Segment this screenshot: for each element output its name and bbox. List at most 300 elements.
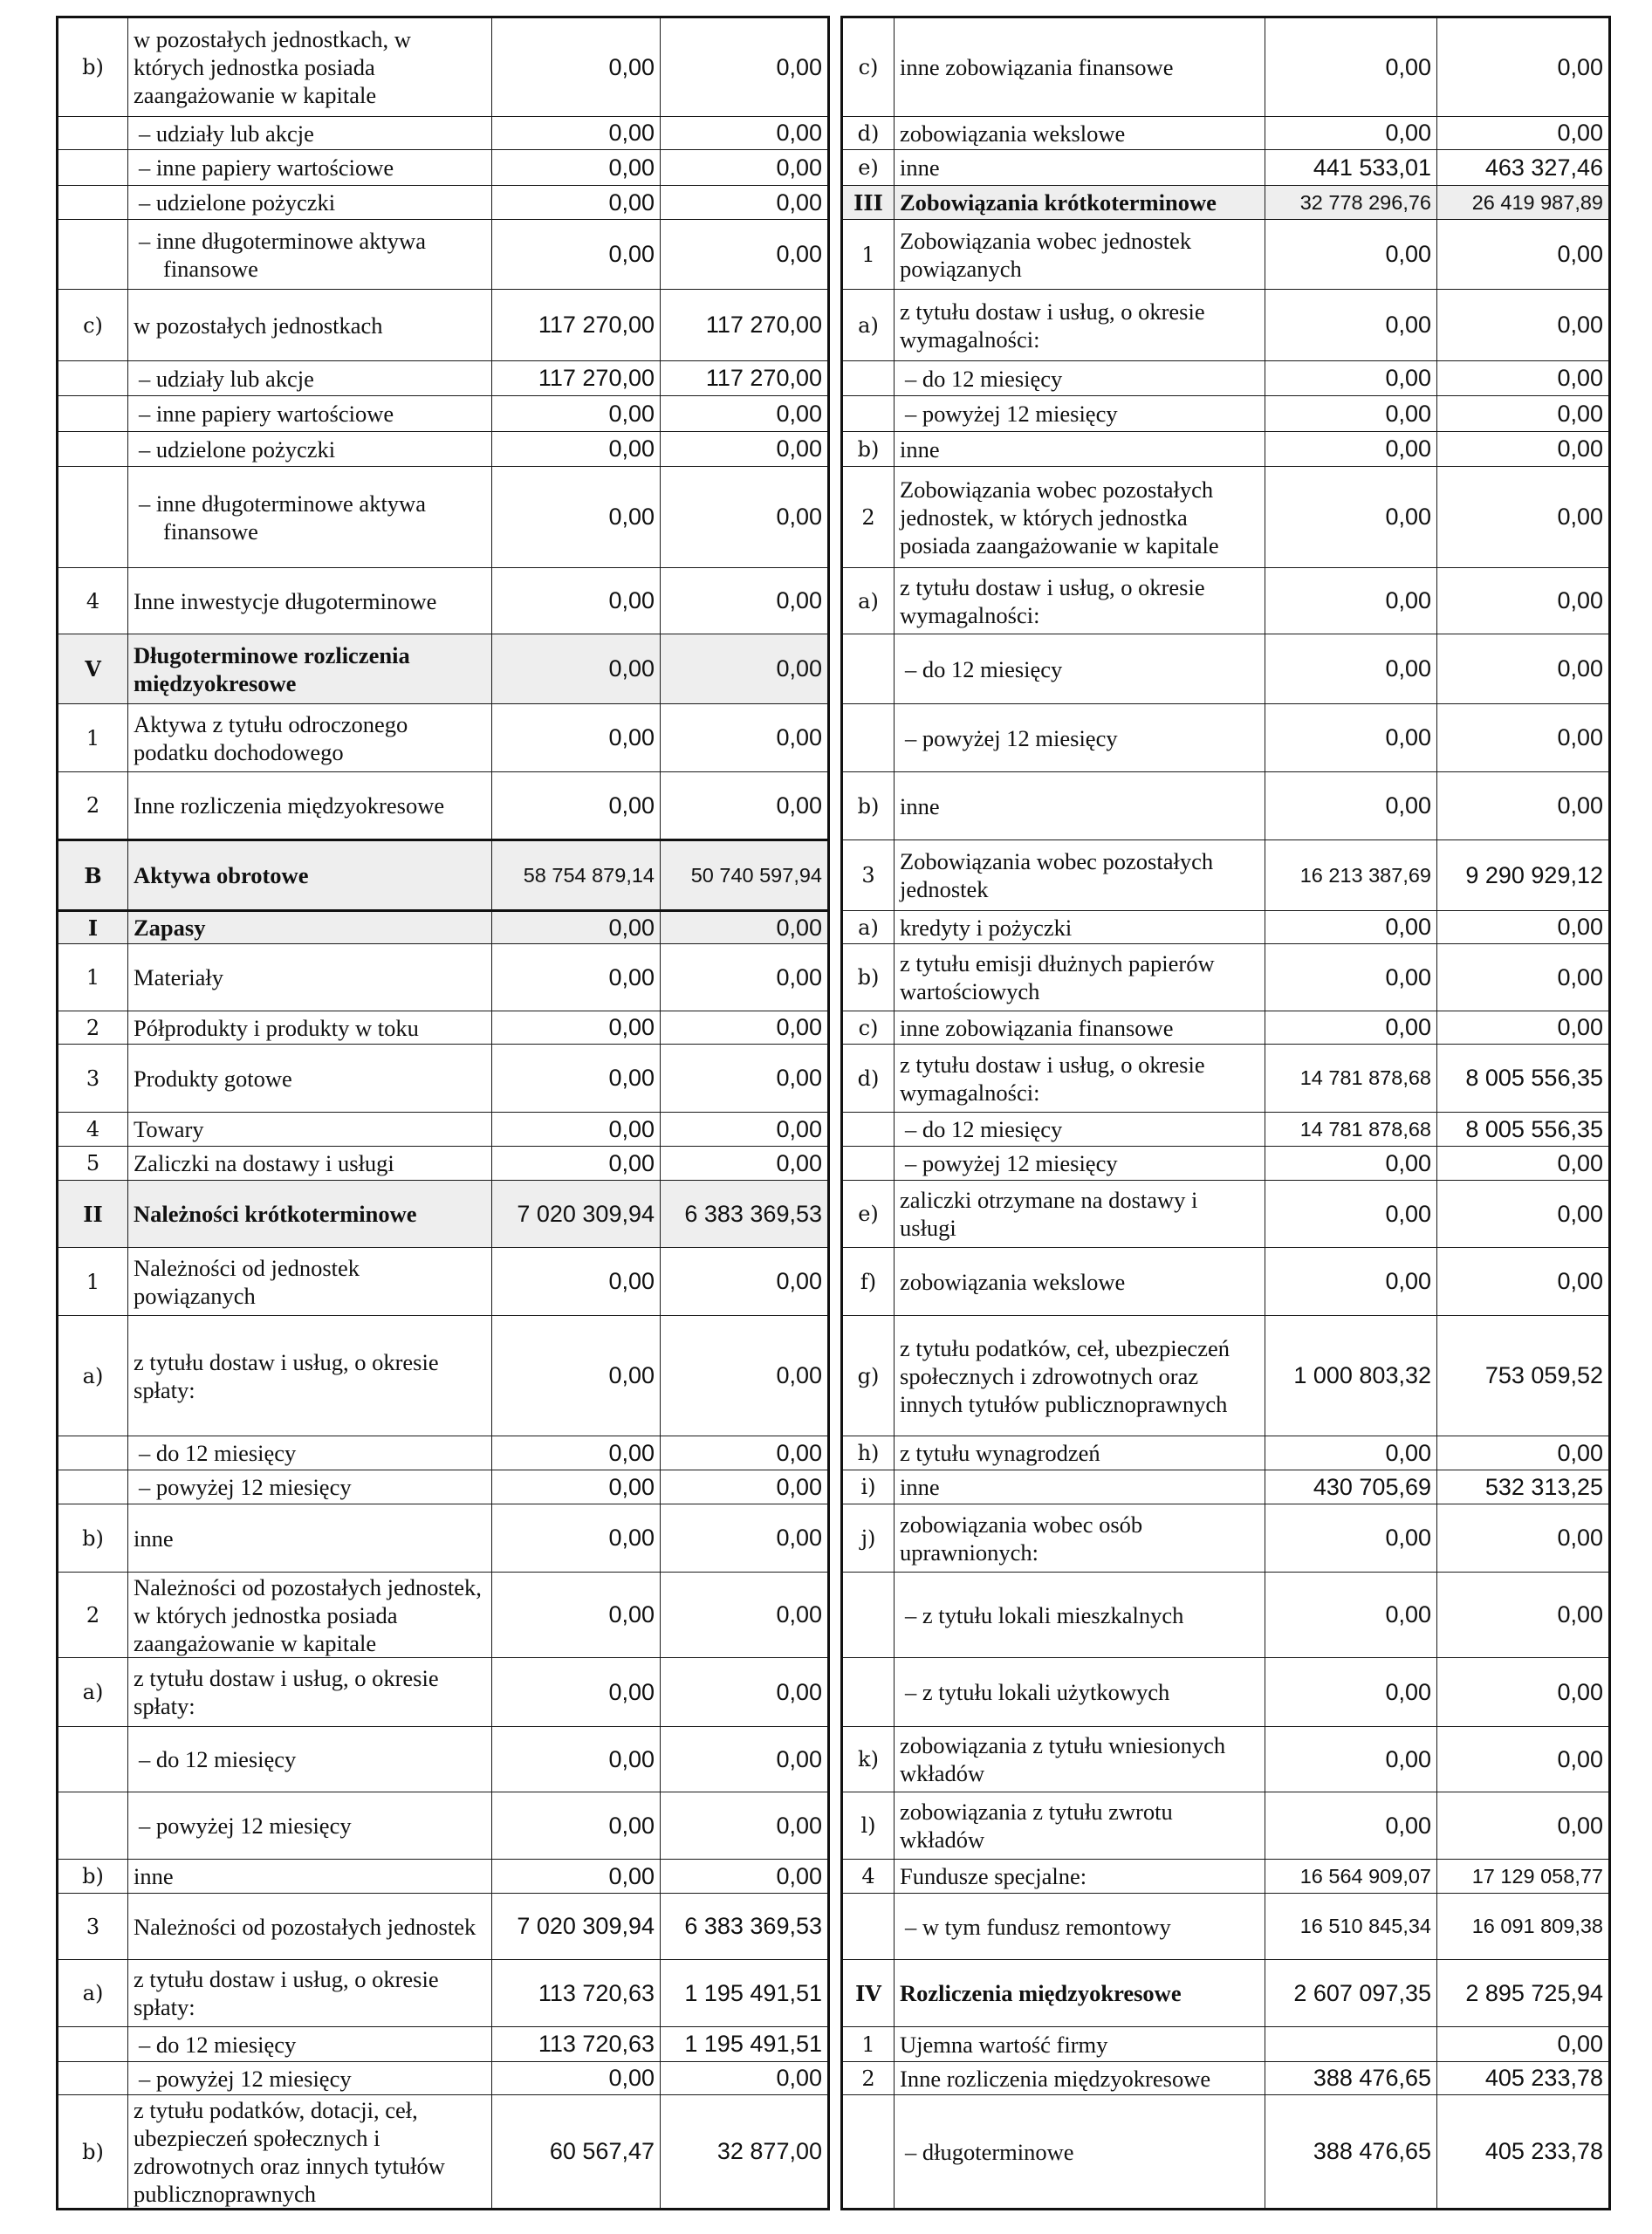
liabilities-row-previous-value: 0,00 xyxy=(1437,772,1610,840)
assets-row-current-value: 0,00 xyxy=(492,1573,661,1658)
assets-row-current-value: 0,00 xyxy=(492,17,661,117)
liabilities-row-current-value: 441 533,01 xyxy=(1265,150,1437,186)
liabilities-row xyxy=(842,2027,1610,2062)
assets-row-previous-value: 0,00 xyxy=(661,1436,829,1470)
liabilities-row-current-value: 32 778 296,76 xyxy=(1265,186,1437,220)
assets-row-label: – powyżej 12 miesięcy xyxy=(128,2062,492,2095)
assets-row-previous-value: 50 740 597,94 xyxy=(661,840,829,911)
assets-row-previous-value: 6 383 369,53 xyxy=(661,1894,829,1960)
liabilities-row-label: kredyty i pożyczki xyxy=(895,911,1265,944)
assets-row-current-value: 0,00 xyxy=(492,396,661,432)
liabilities-row-previous-value: 0,00 xyxy=(1437,1504,1610,1573)
assets-row xyxy=(58,1436,829,1470)
assets-row-previous-value: 0,00 xyxy=(661,2062,829,2095)
liabilities-row-previous-value: 0,00 xyxy=(1437,1792,1610,1860)
liabilities-row-current-value: 0,00 xyxy=(1265,432,1437,467)
liabilities-row xyxy=(842,840,1610,911)
assets-row-marker: b) xyxy=(58,17,128,117)
liabilities-row-label: z tytułu emisji dłużnych papierów wartościowych xyxy=(895,944,1265,1011)
assets-row-marker xyxy=(58,117,128,150)
liabilities-row-previous-value: 8 005 556,35 xyxy=(1437,1045,1610,1113)
assets-row xyxy=(58,1113,829,1147)
liabilities-row-label: Zobowiązania wobec jednostek powiązanych xyxy=(895,220,1265,290)
liabilities-row xyxy=(842,1011,1610,1045)
assets-row-current-value: 0,00 xyxy=(492,432,661,467)
liabilities-row xyxy=(842,2095,1610,2210)
assets-row-label: Zapasy xyxy=(128,911,492,944)
assets-row-previous-value: 0,00 xyxy=(661,150,829,186)
assets-row-label: w pozostałych jednostkach, w których jednostka posiada zaangażowanie w kapitale xyxy=(128,17,492,117)
liabilities-row-marker: e) xyxy=(842,150,895,186)
liabilities-row-current-value: 0,00 xyxy=(1265,467,1437,568)
assets-row-previous-value: 117 270,00 xyxy=(661,361,829,396)
assets-row-current-value: 0,00 xyxy=(492,911,661,944)
liabilities-row xyxy=(842,1113,1610,1147)
liabilities-row xyxy=(842,1147,1610,1181)
assets-row-marker: 4 xyxy=(58,1113,128,1147)
liabilities-row-marker: b) xyxy=(842,944,895,1011)
liabilities-row-marker: 2 xyxy=(842,2062,895,2095)
liabilities-row-label: zobowiązania z tytułu zwrotu wkładów xyxy=(895,1792,1265,1860)
liabilities-row-label: Zobowiązania wobec pozostałych jednostek, w których jednostka posiada zaangażowanie w kapitale xyxy=(895,467,1265,568)
liabilities-row xyxy=(842,220,1610,290)
liabilities-row-current-value: 0,00 xyxy=(1265,1792,1437,1860)
liabilities-row-current-value: 0,00 xyxy=(1265,1504,1437,1573)
assets-row-marker xyxy=(58,1470,128,1504)
liabilities-table xyxy=(840,16,1611,2210)
liabilities-row-marker: b) xyxy=(842,772,895,840)
liabilities-row-previous-value: 753 059,52 xyxy=(1437,1316,1610,1436)
liabilities-row-current-value: 0,00 xyxy=(1265,944,1437,1011)
assets-row-current-value: 0,00 xyxy=(492,772,661,840)
liabilities-row-previous-value: 463 327,46 xyxy=(1437,150,1610,186)
assets-row-label: Należności od pozostałych jednostek, w których jednostka posiada zaangażowanie w kapitale xyxy=(128,1573,492,1658)
assets-row-previous-value: 0,00 xyxy=(661,17,829,117)
liabilities-row xyxy=(842,911,1610,944)
assets-row-label: Towary xyxy=(128,1113,492,1147)
assets-row-current-value: 60 567,47 xyxy=(492,2095,661,2210)
liabilities-row-label: z tytułu dostaw i usług, o okresie wymagalności: xyxy=(895,568,1265,634)
liabilities-row-current-value: 0,00 xyxy=(1265,1658,1437,1727)
liabilities-row-label: Fundusze specjalne: xyxy=(895,1860,1265,1894)
assets-row-current-value: 0,00 xyxy=(492,1658,661,1727)
assets-row-label: z tytułu dostaw i usług, o okresie spłaty: xyxy=(128,1316,492,1436)
liabilities-row-current-value: 14 781 878,68 xyxy=(1265,1045,1437,1113)
liabilities-row-marker: d) xyxy=(842,1045,895,1113)
assets-row-previous-value: 32 877,00 xyxy=(661,2095,829,2210)
liabilities-row xyxy=(842,1894,1610,1960)
assets-row-current-value: 0,00 xyxy=(492,1860,661,1894)
liabilities-row-label: Ujemna wartość firmy xyxy=(895,2027,1265,2062)
assets-row-marker: II xyxy=(58,1181,128,1248)
liabilities-row-current-value: 388 476,65 xyxy=(1265,2095,1437,2210)
liabilities-row-previous-value: 0,00 xyxy=(1437,1573,1610,1658)
assets-row-label: – udzielone pożyczki xyxy=(128,432,492,467)
liabilities-row-label: inne xyxy=(895,150,1265,186)
assets-row-marker xyxy=(58,467,128,568)
assets-row-marker xyxy=(58,361,128,396)
assets-row-label: – udzielone pożyczki xyxy=(128,186,492,220)
liabilities-row xyxy=(842,1436,1610,1470)
assets-row-marker: 2 xyxy=(58,1011,128,1045)
liabilities-row-previous-value: 0,00 xyxy=(1437,1011,1610,1045)
liabilities-row xyxy=(842,568,1610,634)
liabilities-row xyxy=(842,1181,1610,1248)
liabilities-row-current-value: 0,00 xyxy=(1265,634,1437,704)
assets-row-label: w pozostałych jednostkach xyxy=(128,290,492,361)
assets-row xyxy=(58,2095,829,2210)
assets-row-label: – inne papiery wartościowe xyxy=(128,396,492,432)
assets-row xyxy=(58,1894,829,1960)
liabilities-row-previous-value: 0,00 xyxy=(1437,1727,1610,1792)
assets-row-label: Zaliczki na dostawy i usługi xyxy=(128,1147,492,1181)
liabilities-row-previous-value: 0,00 xyxy=(1437,911,1610,944)
liabilities-row-label: inne xyxy=(895,1470,1265,1504)
column-gap xyxy=(830,16,840,2210)
liabilities-row xyxy=(842,17,1610,117)
assets-row-previous-value: 0,00 xyxy=(661,1792,829,1860)
assets-row-label: – do 12 miesięcy xyxy=(128,1727,492,1792)
liabilities-row-marker: k) xyxy=(842,1727,895,1792)
assets-row-marker xyxy=(58,1792,128,1860)
liabilities-row-marker: 1 xyxy=(842,220,895,290)
liabilities-row-previous-value: 0,00 xyxy=(1437,396,1610,432)
assets-row xyxy=(58,1860,829,1894)
assets-row-previous-value: 0,00 xyxy=(661,396,829,432)
assets-row-previous-value: 0,00 xyxy=(661,1113,829,1147)
assets-row-current-value: 0,00 xyxy=(492,634,661,704)
assets-row-previous-value: 0,00 xyxy=(661,1147,829,1181)
assets-row-label: – inne długoterminowe aktywa finansowe xyxy=(128,467,492,568)
assets-row-previous-value: 0,00 xyxy=(661,467,829,568)
assets-row-current-value: 117 270,00 xyxy=(492,290,661,361)
assets-row xyxy=(58,1045,829,1113)
assets-row xyxy=(58,1792,829,1860)
liabilities-row-marker xyxy=(842,704,895,772)
assets-row-current-value: 0,00 xyxy=(492,1147,661,1181)
liabilities-row-label: z tytułu wynagrodzeń xyxy=(895,1436,1265,1470)
assets-row xyxy=(58,432,829,467)
assets-row xyxy=(58,186,829,220)
assets-row-label: Inne rozliczenia międzyokresowe xyxy=(128,772,492,840)
liabilities-row-label: – do 12 miesięcy xyxy=(895,634,1265,704)
liabilities-row-label: Zobowiązania wobec pozostałych jednostek xyxy=(895,840,1265,911)
assets-row xyxy=(58,1011,829,1045)
assets-row-marker: 4 xyxy=(58,568,128,634)
liabilities-row-current-value: 0,00 xyxy=(1265,772,1437,840)
assets-row-current-value: 0,00 xyxy=(492,1248,661,1316)
assets-row xyxy=(58,17,829,117)
liabilities-row xyxy=(842,704,1610,772)
assets-row-marker: 5 xyxy=(58,1147,128,1181)
assets-row-marker: c) xyxy=(58,290,128,361)
assets-row-current-value: 7 020 309,94 xyxy=(492,1894,661,1960)
liabilities-row-previous-value: 0,00 xyxy=(1437,1436,1610,1470)
liabilities-row-marker: j) xyxy=(842,1504,895,1573)
liabilities-row-marker: 3 xyxy=(842,840,895,911)
assets-row-previous-value: 0,00 xyxy=(661,911,829,944)
assets-row-label: z tytułu podatków, dotacji, ceł, ubezpieczeń społecznych i zdrowotnych oraz innych tytułów publicznoprawnych xyxy=(128,2095,492,2210)
liabilities-row xyxy=(842,432,1610,467)
assets-row-label: – inne długoterminowe aktywa finansowe xyxy=(128,220,492,290)
liabilities-row-marker xyxy=(842,1147,895,1181)
assets-row-label: Inne inwestycje długoterminowe xyxy=(128,568,492,634)
liabilities-row-marker xyxy=(842,1658,895,1727)
liabilities-row-previous-value: 0,00 xyxy=(1437,1147,1610,1181)
assets-row xyxy=(58,220,829,290)
liabilities-row-label: zobowiązania wobec osób uprawnionych: xyxy=(895,1504,1265,1573)
liabilities-row xyxy=(842,2062,1610,2095)
liabilities-row-current-value: 0,00 xyxy=(1265,1248,1437,1316)
assets-row xyxy=(58,1504,829,1573)
assets-row-previous-value: 0,00 xyxy=(661,634,829,704)
assets-row-label: Długoterminowe rozliczenia międzyokresowe xyxy=(128,634,492,704)
assets-row-previous-value: 0,00 xyxy=(661,1248,829,1316)
liabilities-row-label: – powyżej 12 miesięcy xyxy=(895,1147,1265,1181)
liabilities-row-current-value: 0,00 xyxy=(1265,220,1437,290)
liabilities-row-previous-value: 0,00 xyxy=(1437,290,1610,361)
assets-row xyxy=(58,117,829,150)
liabilities-row-previous-value: 0,00 xyxy=(1437,1248,1610,1316)
assets-row xyxy=(58,2027,829,2062)
liabilities-row-current-value: 16 213 387,69 xyxy=(1265,840,1437,911)
liabilities-row-label: Zobowiązania krótkoterminowe xyxy=(895,186,1265,220)
assets-row-previous-value: 0,00 xyxy=(661,186,829,220)
assets-row xyxy=(58,568,829,634)
assets-row-marker: 2 xyxy=(58,772,128,840)
liabilities-row-marker: c) xyxy=(842,1011,895,1045)
liabilities-row-marker: g) xyxy=(842,1316,895,1436)
assets-row-label: Materiały xyxy=(128,944,492,1011)
assets-row-label: Należności od jednostek powiązanych xyxy=(128,1248,492,1316)
assets-row-label: Półprodukty i produkty w toku xyxy=(128,1011,492,1045)
assets-row-current-value: 0,00 xyxy=(492,117,661,150)
liabilities-row xyxy=(842,1470,1610,1504)
assets-row-marker: a) xyxy=(58,1658,128,1727)
liabilities-row-previous-value: 0,00 xyxy=(1437,220,1610,290)
assets-row-current-value: 0,00 xyxy=(492,467,661,568)
assets-row-current-value: 0,00 xyxy=(492,1436,661,1470)
liabilities-row-marker: i) xyxy=(842,1470,895,1504)
liabilities-row-label: zaliczki otrzymane na dostawy i usługi xyxy=(895,1181,1265,1248)
liabilities-row-current-value: 14 781 878,68 xyxy=(1265,1113,1437,1147)
assets-row-previous-value: 1 195 491,51 xyxy=(661,1960,829,2027)
assets-row-label: z tytułu dostaw i usług, o okresie spłaty: xyxy=(128,1658,492,1727)
liabilities-row-previous-value: 532 313,25 xyxy=(1437,1470,1610,1504)
assets-row-current-value: 0,00 xyxy=(492,568,661,634)
liabilities-row-current-value: 388 476,65 xyxy=(1265,2062,1437,2095)
liabilities-row-marker: f) xyxy=(842,1248,895,1316)
liabilities-row-label: – powyżej 12 miesięcy xyxy=(895,704,1265,772)
liabilities-row-previous-value: 0,00 xyxy=(1437,361,1610,396)
assets-row-previous-value: 6 383 369,53 xyxy=(661,1181,829,1248)
liabilities-row-marker: l) xyxy=(842,1792,895,1860)
assets-row-marker xyxy=(58,432,128,467)
liabilities-row xyxy=(842,1860,1610,1894)
assets-row xyxy=(58,1316,829,1436)
assets-row-marker xyxy=(58,186,128,220)
liabilities-row-marker: a) xyxy=(842,290,895,361)
assets-row-previous-value: 0,00 xyxy=(661,220,829,290)
assets-row xyxy=(58,1727,829,1792)
liabilities-row-previous-value: 0,00 xyxy=(1437,568,1610,634)
liabilities-row-label: inne xyxy=(895,432,1265,467)
liabilities-row xyxy=(842,1248,1610,1316)
assets-row-previous-value: 0,00 xyxy=(661,1470,829,1504)
assets-row xyxy=(58,1147,829,1181)
liabilities-row-marker xyxy=(842,634,895,704)
assets-row xyxy=(58,150,829,186)
assets-row-current-value: 117 270,00 xyxy=(492,361,661,396)
liabilities-row-current-value: 0,00 xyxy=(1265,117,1437,150)
assets-row-label: inne xyxy=(128,1860,492,1894)
liabilities-row-marker: 2 xyxy=(842,467,895,568)
assets-row xyxy=(58,2062,829,2095)
liabilities-row-label: – do 12 miesięcy xyxy=(895,1113,1265,1147)
assets-row-previous-value: 0,00 xyxy=(661,1045,829,1113)
liabilities-row-label: inne zobowiązania finansowe xyxy=(895,1011,1265,1045)
assets-row-current-value: 0,00 xyxy=(492,1727,661,1792)
liabilities-row-current-value: 0,00 xyxy=(1265,396,1437,432)
assets-row-current-value: 0,00 xyxy=(492,2062,661,2095)
assets-row-marker: a) xyxy=(58,1960,128,2027)
liabilities-row-marker: a) xyxy=(842,911,895,944)
liabilities-row xyxy=(842,1960,1610,2027)
assets-row xyxy=(58,840,829,911)
assets-row-current-value: 113 720,63 xyxy=(492,1960,661,2027)
assets-row-previous-value: 117 270,00 xyxy=(661,290,829,361)
liabilities-row-marker: c) xyxy=(842,17,895,117)
assets-row-current-value: 0,00 xyxy=(492,186,661,220)
liabilities-row-previous-value: 405 233,78 xyxy=(1437,2095,1610,2210)
assets-row xyxy=(58,634,829,704)
liabilities-row-previous-value: 0,00 xyxy=(1437,944,1610,1011)
assets-row-current-value: 0,00 xyxy=(492,944,661,1011)
liabilities-row xyxy=(842,772,1610,840)
assets-row-marker: 3 xyxy=(58,1894,128,1960)
assets-row-current-value: 0,00 xyxy=(492,1792,661,1860)
assets-row-previous-value: 0,00 xyxy=(661,1011,829,1045)
assets-row-previous-value: 0,00 xyxy=(661,1727,829,1792)
assets-row-previous-value: 0,00 xyxy=(661,1658,829,1727)
assets-row-marker: 1 xyxy=(58,704,128,772)
liabilities-row-current-value: 0,00 xyxy=(1265,911,1437,944)
liabilities-row xyxy=(842,1045,1610,1113)
liabilities-row-current-value: 0,00 xyxy=(1265,17,1437,117)
liabilities-row-previous-value: 0,00 xyxy=(1437,467,1610,568)
liabilities-row-label: – w tym fundusz remontowy xyxy=(895,1894,1265,1960)
liabilities-row-label: – do 12 miesięcy xyxy=(895,361,1265,396)
assets-row-previous-value: 0,00 xyxy=(661,1316,829,1436)
liabilities-row-marker: 1 xyxy=(842,2027,895,2062)
liabilities-row-previous-value: 16 091 809,38 xyxy=(1437,1894,1610,1960)
liabilities-row-current-value: 0,00 xyxy=(1265,1573,1437,1658)
liabilities-row-previous-value: 8 005 556,35 xyxy=(1437,1113,1610,1147)
assets-row xyxy=(58,1181,829,1248)
assets-row xyxy=(58,1658,829,1727)
liabilities-row-label: zobowiązania wekslowe xyxy=(895,1248,1265,1316)
liabilities-row-label: inne zobowiązania finansowe xyxy=(895,17,1265,117)
assets-row-label: – inne papiery wartościowe xyxy=(128,150,492,186)
liabilities-row-marker: a) xyxy=(842,568,895,634)
liabilities-row-current-value: 430 705,69 xyxy=(1265,1470,1437,1504)
assets-row xyxy=(58,772,829,840)
assets-row xyxy=(58,944,829,1011)
assets-row-previous-value: 0,00 xyxy=(661,1573,829,1658)
assets-row xyxy=(58,467,829,568)
liabilities-row-marker: III xyxy=(842,186,895,220)
liabilities-row-marker: e) xyxy=(842,1181,895,1248)
liabilities-row-marker: d) xyxy=(842,117,895,150)
liabilities-row-current-value: 0,00 xyxy=(1265,568,1437,634)
assets-row-marker xyxy=(58,1727,128,1792)
assets-row-marker: a) xyxy=(58,1316,128,1436)
assets-row-previous-value: 0,00 xyxy=(661,117,829,150)
assets-row-marker xyxy=(58,150,128,186)
assets-row-marker: B xyxy=(58,840,128,911)
liabilities-row xyxy=(842,186,1610,220)
assets-row-marker xyxy=(58,2027,128,2062)
assets-row-label: – powyżej 12 miesięcy xyxy=(128,1470,492,1504)
liabilities-row-current-value: 0,00 xyxy=(1265,704,1437,772)
liabilities-row xyxy=(842,1727,1610,1792)
liabilities-row-label: – powyżej 12 miesięcy xyxy=(895,396,1265,432)
liabilities-row-current-value: 2 607 097,35 xyxy=(1265,1960,1437,2027)
liabilities-row xyxy=(842,396,1610,432)
assets-row-label: Należności od pozostałych jednostek xyxy=(128,1894,492,1960)
liabilities-row-label: z tytułu dostaw i usług, o okresie wymagalności: xyxy=(895,290,1265,361)
assets-row-current-value: 7 020 309,94 xyxy=(492,1181,661,1248)
assets-row-label: – do 12 miesięcy xyxy=(128,2027,492,2062)
liabilities-row-current-value: 0,00 xyxy=(1265,1011,1437,1045)
liabilities-row-label: Rozliczenia międzyokresowe xyxy=(895,1960,1265,2027)
assets-row-marker: I xyxy=(58,911,128,944)
liabilities-row-label: – z tytułu lokali użytkowych xyxy=(895,1658,1265,1727)
assets-row-previous-value: 0,00 xyxy=(661,1504,829,1573)
assets-row-label: – udziały lub akcje xyxy=(128,117,492,150)
assets-table xyxy=(56,16,830,2210)
assets-row-marker: 1 xyxy=(58,944,128,1011)
assets-row-marker: b) xyxy=(58,1860,128,1894)
liabilities-row xyxy=(842,1573,1610,1658)
liabilities-row xyxy=(842,1504,1610,1573)
assets-row-label: Produkty gotowe xyxy=(128,1045,492,1113)
assets-row xyxy=(58,1960,829,2027)
assets-row-marker: V xyxy=(58,634,128,704)
liabilities-row-current-value: 0,00 xyxy=(1265,1436,1437,1470)
assets-row-previous-value: 0,00 xyxy=(661,944,829,1011)
assets-row-current-value: 0,00 xyxy=(492,1113,661,1147)
liabilities-row-current-value: 0,00 xyxy=(1265,1181,1437,1248)
liabilities-row-previous-value: 0,00 xyxy=(1437,634,1610,704)
assets-row xyxy=(58,361,829,396)
assets-row-marker: 1 xyxy=(58,1248,128,1316)
liabilities-row-previous-value: 0,00 xyxy=(1437,17,1610,117)
assets-row-previous-value: 0,00 xyxy=(661,704,829,772)
assets-row-label: inne xyxy=(128,1504,492,1573)
assets-row-marker xyxy=(58,220,128,290)
assets-row-marker: b) xyxy=(58,2095,128,2210)
assets-row-marker: 2 xyxy=(58,1573,128,1658)
liabilities-row-previous-value: 9 290 929,12 xyxy=(1437,840,1610,911)
assets-row-marker xyxy=(58,396,128,432)
liabilities-row-label: zobowiązania z tytułu wniesionych wkładów xyxy=(895,1727,1265,1792)
assets-row-current-value: 0,00 xyxy=(492,1504,661,1573)
liabilities-row-label: zobowiązania wekslowe xyxy=(895,117,1265,150)
liabilities-row-marker xyxy=(842,1113,895,1147)
assets-row-previous-value: 0,00 xyxy=(661,772,829,840)
liabilities-row-previous-value: 0,00 xyxy=(1437,704,1610,772)
